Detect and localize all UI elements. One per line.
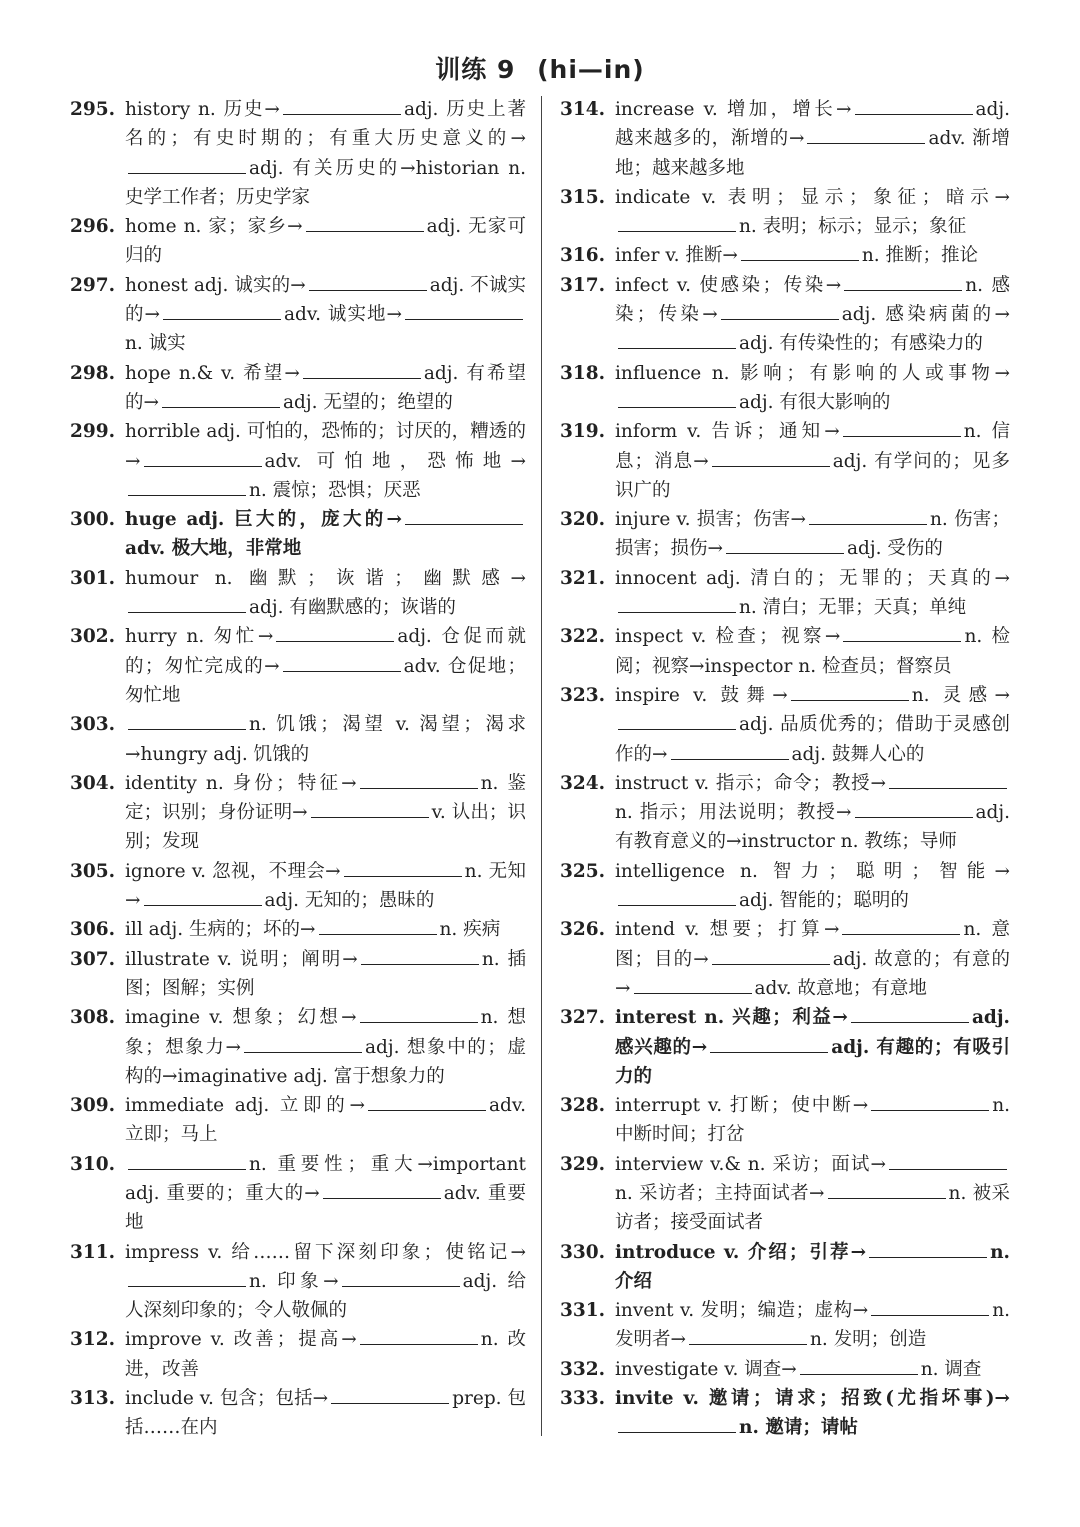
entry-number: 323. bbox=[560, 684, 606, 706]
entry-number: 312. bbox=[70, 1329, 116, 1351]
answer-blank[interactable] bbox=[618, 713, 736, 730]
answer-blank[interactable] bbox=[871, 1094, 989, 1111]
entry-text: n. 指示；用法说明；教授→ bbox=[615, 802, 852, 824]
answer-blank[interactable] bbox=[689, 1328, 807, 1345]
entry-text: adj. 鼓舞人心的 bbox=[791, 743, 925, 765]
answer-blank[interactable] bbox=[128, 479, 246, 496]
entry-text: n. 无知→ bbox=[125, 860, 526, 912]
answer-blank[interactable] bbox=[843, 625, 961, 642]
entry-text: adj. 有传染性的；有感染力的 bbox=[739, 333, 983, 355]
answer-blank[interactable] bbox=[344, 860, 462, 877]
entry-text: adj. 感染病菌的→ bbox=[841, 304, 1010, 326]
entry-text: adj. 有教育意义的→instructor n. 教练；导师 bbox=[615, 802, 1010, 853]
answer-blank[interactable] bbox=[618, 215, 736, 232]
entry-text: introduce v. 介绍；引荐→ bbox=[615, 1241, 867, 1263]
answer-blank[interactable] bbox=[791, 684, 909, 701]
entry-text: huge adj. 巨大的，庞大的→ bbox=[125, 509, 402, 531]
entry-text: n. 清白；无罪；天真；单纯 bbox=[739, 597, 967, 619]
answer-blank[interactable] bbox=[128, 1270, 246, 1287]
answer-blank[interactable] bbox=[855, 98, 973, 115]
answer-blank[interactable] bbox=[809, 508, 927, 525]
answer-blank[interactable] bbox=[128, 596, 246, 613]
entry-number: 295. bbox=[70, 99, 116, 120]
answer-blank[interactable] bbox=[323, 1182, 441, 1199]
vocab-entry bbox=[70, 1384, 526, 1443]
entry-text: hope n.& v. 希望→ bbox=[125, 362, 300, 384]
entry-number: 326. bbox=[560, 919, 606, 941]
answer-blank[interactable] bbox=[360, 1006, 478, 1023]
vocab-entry bbox=[70, 915, 526, 944]
answer-blank[interactable] bbox=[871, 1299, 989, 1316]
entry-text: adj. 越来越多的，渐增的→ bbox=[615, 99, 1010, 150]
entry-text: investigate v. 调查→ bbox=[615, 1358, 797, 1380]
entry-number: 315. bbox=[560, 186, 606, 208]
entry-number: 296. bbox=[70, 216, 116, 238]
vocab-entry bbox=[560, 1355, 1010, 1384]
answer-blank[interactable] bbox=[306, 215, 424, 232]
entry-text: humour n. 幽默；诙谐；幽默感→ bbox=[125, 567, 526, 589]
answer-blank[interactable] bbox=[618, 332, 736, 349]
entry-text: adj. 无知的；愚昧的 bbox=[264, 890, 435, 912]
vocab-entry bbox=[70, 857, 526, 916]
answer-blank[interactable] bbox=[405, 508, 523, 525]
answer-blank[interactable] bbox=[855, 801, 973, 818]
entry-text: infer v. 推断→ bbox=[615, 245, 738, 267]
answer-blank[interactable] bbox=[842, 918, 960, 935]
entry-text: adj. 有幽默感的；诙谐的 bbox=[249, 597, 456, 619]
entry-text: n. 推断；推论 bbox=[861, 245, 979, 267]
answer-blank[interactable] bbox=[163, 303, 281, 320]
entry-number: 301. bbox=[70, 567, 116, 589]
entry-text: hurry n. 匆忙→ bbox=[125, 626, 274, 648]
vocab-entry bbox=[560, 1150, 1010, 1238]
entry-text: v. 认出；识别；发现 bbox=[125, 802, 526, 853]
entry-text: impress v. 给……留下深刻印象；使铭记→ bbox=[125, 1241, 526, 1263]
answer-blank[interactable] bbox=[618, 889, 736, 906]
entry-number: 320. bbox=[560, 509, 606, 531]
entry-text: innocent adj. 清白的；无罪的；天真的→ bbox=[615, 567, 1010, 589]
vocab-entry bbox=[560, 359, 1010, 418]
answer-blank[interactable] bbox=[889, 772, 1007, 789]
entry-text: injure v. 损害；伤害→ bbox=[615, 509, 807, 531]
entry-text: ignore v. 忽视，不理会→ bbox=[125, 860, 341, 882]
entry-text: n. 疾病 bbox=[439, 919, 501, 941]
answer-blank[interactable] bbox=[244, 1036, 362, 1053]
entry-text: increase v. 增加，增长→ bbox=[615, 99, 852, 120]
entry-text: adj. 故意的；有意的→ bbox=[615, 948, 1010, 999]
entry-text: adj. 给人深刻印象的；令人敬佩的 bbox=[125, 1270, 526, 1322]
entry-number: 330. bbox=[560, 1241, 606, 1263]
entry-text: adj. 有学问的；见多识广的 bbox=[615, 450, 1010, 501]
vocab-entry bbox=[70, 564, 526, 623]
entry-number: 302. bbox=[70, 626, 116, 648]
entry-text: n. 发明；创造 bbox=[810, 1329, 927, 1351]
entry-text: n. 检阅；视察→inspector n. 检查员；督察员 bbox=[615, 626, 1010, 677]
entry-text: n. 伤害；损害；损伤→ bbox=[615, 509, 1010, 560]
vocab-entry bbox=[70, 1003, 526, 1091]
entry-text: n. 被采访者；接受面试者 bbox=[615, 1182, 1010, 1234]
entry-number: 299. bbox=[70, 421, 116, 443]
entry-text: interrupt v. 打断；使中断→ bbox=[615, 1095, 869, 1117]
vocab-entry bbox=[70, 417, 526, 505]
entry-text: adj. 历史上著名的；有史时期的；有重大历史意义的→ bbox=[125, 99, 526, 150]
entry-text: adj. 仓促而就的；匆忙完成的→ bbox=[125, 626, 526, 677]
entry-text: adv. 重要地 bbox=[125, 1182, 527, 1234]
answer-blank[interactable] bbox=[618, 391, 736, 408]
vocab-entry bbox=[70, 710, 526, 769]
entry-text: adj. 想象中的；虚构的→imaginative adj. 富于想象力的 bbox=[125, 1036, 526, 1087]
entry-text: n. 想象；想象力→ bbox=[125, 1007, 526, 1058]
vocab-entry bbox=[70, 769, 526, 857]
entry-text: n. 中断时间；打岔 bbox=[615, 1095, 1010, 1146]
answer-blank[interactable] bbox=[128, 1153, 246, 1170]
entry-text: n. 诚实 bbox=[125, 333, 186, 355]
entry-text: n. 震惊；恐惧；厌恶 bbox=[249, 479, 421, 501]
entry-text: ill adj. 生病的；坏的→ bbox=[125, 919, 316, 941]
entry-number: 329. bbox=[560, 1153, 606, 1175]
entry-text: inspect v. 检查；视察→ bbox=[615, 626, 841, 648]
entry-text: n. 感染；传染→ bbox=[615, 274, 1010, 326]
vocab-entry bbox=[560, 505, 1010, 564]
entry-text: improve v. 改善；提高→ bbox=[125, 1329, 357, 1351]
entry-number: 314. bbox=[560, 99, 606, 120]
answer-blank[interactable] bbox=[721, 303, 839, 320]
vocab-entry bbox=[560, 681, 1010, 769]
entry-number: 328. bbox=[560, 1095, 606, 1117]
entry-text: n. 采访者；主持面试者→ bbox=[615, 1182, 825, 1204]
vocab-entry bbox=[70, 1325, 526, 1384]
entry-number: 304. bbox=[70, 772, 116, 794]
answer-blank[interactable] bbox=[843, 420, 961, 437]
answer-blank[interactable] bbox=[712, 450, 830, 467]
vocab-entry bbox=[70, 505, 526, 564]
entry-number: 319. bbox=[560, 421, 606, 443]
entry-text: identity n. 身份；特征→ bbox=[125, 772, 357, 794]
entry-text: prep. 包括……在内 bbox=[125, 1388, 526, 1439]
vocab-entry bbox=[560, 241, 1010, 270]
entry-number: 297. bbox=[70, 274, 116, 296]
entry-text: adj. 有趣的；有吸引力的 bbox=[615, 1036, 1010, 1087]
answer-blank[interactable] bbox=[319, 918, 437, 935]
vocab-entry bbox=[70, 1091, 526, 1150]
entry-number: 331. bbox=[560, 1300, 606, 1322]
entry-text: n. 饥饿；渴望 v. 渴望；渴求→hungry adj. 饥饿的 bbox=[125, 714, 526, 765]
right-column bbox=[560, 95, 1010, 1443]
answer-blank[interactable] bbox=[671, 743, 789, 760]
vocab-entry bbox=[560, 95, 1010, 183]
entry-number: 333. bbox=[560, 1388, 606, 1410]
entry-number: 311. bbox=[70, 1241, 116, 1263]
answer-blank[interactable] bbox=[807, 127, 925, 144]
vocab-entry bbox=[70, 95, 526, 212]
answer-blank[interactable] bbox=[869, 1241, 987, 1258]
answer-blank[interactable] bbox=[618, 596, 736, 613]
entry-text: adj. 无家可归的 bbox=[125, 216, 526, 267]
entry-text: adv. 诚实地→ bbox=[284, 304, 402, 326]
entry-text: intend v. 想要；打算→ bbox=[615, 919, 840, 941]
page-title-range: (hi—in) bbox=[537, 55, 645, 84]
answer-blank[interactable] bbox=[309, 274, 427, 291]
entry-text: n. 介绍 bbox=[615, 1241, 1010, 1292]
entry-text: history n. 历史→ bbox=[125, 99, 280, 120]
vocab-entry bbox=[70, 359, 526, 418]
answer-blank[interactable] bbox=[405, 303, 523, 320]
entry-text: home n. 家；家乡→ bbox=[125, 216, 303, 238]
answer-blank[interactable] bbox=[618, 1416, 736, 1433]
vocab-entry bbox=[560, 183, 1010, 242]
vocab-entry bbox=[560, 1384, 1010, 1443]
entry-text: adj. 有关历史的→historian n. 史学工作者；历史学家 bbox=[125, 157, 526, 208]
entry-number: 317. bbox=[560, 274, 606, 296]
vocab-entry bbox=[560, 1296, 1010, 1355]
entry-text: adv. 仓促地；匆忙地 bbox=[125, 655, 526, 706]
answer-blank[interactable] bbox=[128, 157, 246, 174]
entry-text: n. 邀请；请帖 bbox=[739, 1417, 858, 1439]
answer-blank[interactable] bbox=[710, 1036, 828, 1053]
answer-blank[interactable] bbox=[368, 1094, 486, 1111]
vocab-entry bbox=[560, 271, 1010, 359]
answer-blank[interactable] bbox=[889, 1153, 1007, 1170]
answer-blank[interactable] bbox=[128, 713, 246, 730]
entry-text: n. 鉴定；识别；身份证明→ bbox=[125, 772, 526, 824]
entry-text: immediate adj. 立即的→ bbox=[125, 1095, 365, 1117]
answer-blank[interactable] bbox=[844, 274, 962, 291]
entry-text: adv. 渐增地；越来越多地 bbox=[615, 128, 1010, 179]
left-column bbox=[70, 95, 526, 1443]
entry-text: n. 调查 bbox=[920, 1358, 982, 1380]
entry-text: n. 灵感→ bbox=[911, 684, 1010, 706]
vocab-entry bbox=[560, 417, 1010, 505]
answer-blank[interactable] bbox=[342, 1270, 460, 1287]
answer-blank[interactable] bbox=[634, 977, 752, 994]
entry-text: n. 信息；消息→ bbox=[615, 421, 1010, 472]
entry-text: adj. 不诚实的→ bbox=[125, 274, 526, 326]
answer-blank[interactable] bbox=[360, 772, 478, 789]
vocab-entry bbox=[560, 915, 1010, 1003]
entry-text: indicate v. 表明；显示；象征；暗示→ bbox=[615, 186, 1010, 208]
entry-text: adv. 可怕地，恐怖地→ bbox=[264, 450, 526, 472]
entry-number: 310. bbox=[70, 1153, 116, 1175]
entry-number: 321. bbox=[560, 567, 606, 589]
vocab-entry bbox=[70, 1238, 526, 1326]
entry-text: adj. 有很大影响的 bbox=[739, 391, 891, 413]
answer-blank[interactable] bbox=[303, 362, 421, 379]
entry-number: 324. bbox=[560, 772, 606, 794]
entry-number: 308. bbox=[70, 1007, 116, 1029]
column-divider bbox=[541, 96, 542, 1436]
entry-text: adv. 立即；马上 bbox=[125, 1095, 526, 1146]
vocab-entry bbox=[70, 212, 526, 271]
vocab-entry bbox=[70, 271, 526, 359]
entry-text: invent v. 发明；编造；虚构→ bbox=[615, 1300, 869, 1322]
entry-number: 300. bbox=[70, 509, 116, 531]
answer-blank[interactable] bbox=[162, 391, 280, 408]
entry-text: influence n. 影响；有影响的人或事物→ bbox=[615, 362, 1010, 384]
answer-blank[interactable] bbox=[851, 1006, 969, 1023]
answer-blank[interactable] bbox=[283, 98, 401, 115]
entry-text: n. 插图；图解；实例 bbox=[125, 948, 526, 999]
entry-text: adj. 品质优秀的；借助于灵感创作的→ bbox=[615, 714, 1010, 765]
page-title-main: 训练 9 bbox=[435, 55, 516, 84]
entry-text: imagine v. 想象；幻想→ bbox=[125, 1007, 357, 1029]
entry-number: 305. bbox=[70, 860, 116, 882]
entry-number: 313. bbox=[70, 1388, 116, 1410]
entry-text: n. 重要性；重大→important adj. 重要的；重大的→ bbox=[125, 1153, 526, 1204]
entry-text: n. 发明者→ bbox=[615, 1300, 1010, 1351]
answer-blank[interactable] bbox=[360, 1328, 478, 1345]
vocab-entry bbox=[560, 1003, 1010, 1091]
answer-blank[interactable] bbox=[361, 948, 479, 965]
answer-blank[interactable] bbox=[712, 948, 830, 965]
answer-blank[interactable] bbox=[828, 1182, 946, 1199]
entry-text: n. 意图；目的→ bbox=[615, 919, 1010, 970]
entry-text: interview v.& n. 采访；面试→ bbox=[615, 1153, 886, 1175]
entry-text: honest adj. 诚实的→ bbox=[125, 274, 306, 296]
vocab-entry bbox=[70, 945, 526, 1004]
answer-blank[interactable] bbox=[144, 450, 262, 467]
entry-number: 303. bbox=[70, 714, 116, 736]
entry-text: invite v. 邀请；请求；招致(尤指坏事)→ bbox=[615, 1388, 1010, 1410]
entry-number: 322. bbox=[560, 626, 606, 648]
entry-text: intelligence n. 智力；聪明；智能→ bbox=[615, 860, 1010, 882]
answer-blank[interactable] bbox=[800, 1358, 918, 1375]
entry-text: instruct v. 指示；命令；教授→ bbox=[615, 772, 886, 794]
entry-text: adj. 有希望的→ bbox=[125, 362, 527, 413]
entry-number: 325. bbox=[560, 860, 606, 882]
answer-blank[interactable] bbox=[276, 625, 394, 642]
vocab-entry bbox=[560, 1091, 1010, 1150]
entry-text: horrible adj. 可怕的，恐怖的；讨厌的，糟透的→ bbox=[125, 421, 526, 472]
answer-blank[interactable] bbox=[144, 889, 262, 906]
vocab-entry bbox=[70, 1150, 526, 1238]
vocab-entry bbox=[70, 622, 526, 710]
entry-text: inform v. 告诉；通知→ bbox=[615, 421, 840, 443]
entry-text: n. 印象→ bbox=[249, 1270, 339, 1292]
entry-text: n. 表明；标示；显示；象征 bbox=[739, 216, 967, 238]
answer-blank[interactable] bbox=[283, 655, 401, 672]
entry-text: illustrate v. 说明；阐明→ bbox=[125, 948, 358, 970]
answer-blank[interactable] bbox=[331, 1387, 449, 1404]
entry-text: adj. 智能的；聪明的 bbox=[739, 890, 909, 912]
entry-number: 298. bbox=[70, 362, 116, 384]
entry-number: 332. bbox=[560, 1358, 606, 1380]
entry-number: 327. bbox=[560, 1007, 606, 1029]
entry-number: 306. bbox=[70, 919, 116, 941]
entry-text: adj. 感兴趣的→ bbox=[615, 1007, 1010, 1058]
entry-text: infect v. 使感染；传染→ bbox=[615, 274, 842, 296]
vocab-entry bbox=[560, 622, 1010, 681]
answer-blank[interactable] bbox=[726, 537, 844, 554]
vocab-entry bbox=[560, 1238, 1010, 1297]
entry-number: 318. bbox=[560, 362, 606, 384]
entry-text: adj. 受伤的 bbox=[847, 538, 943, 560]
answer-blank[interactable] bbox=[741, 244, 859, 261]
entry-number: 309. bbox=[70, 1095, 116, 1117]
page-title bbox=[0, 50, 1080, 86]
vocab-entry bbox=[560, 564, 1010, 623]
entry-text: adj. 无望的；绝望的 bbox=[283, 391, 453, 413]
entry-text: adv. 极大地，非常地 bbox=[125, 538, 302, 560]
entry-text: include v. 包含；包括→ bbox=[125, 1388, 329, 1410]
entry-number: 307. bbox=[70, 948, 116, 970]
entry-text: inspire v. 鼓舞→ bbox=[615, 684, 788, 706]
entry-text: adv. 故意地；有意地 bbox=[754, 977, 927, 999]
entry-text: n. 改进，改善 bbox=[125, 1329, 526, 1380]
answer-blank[interactable] bbox=[311, 801, 429, 818]
entry-number: 316. bbox=[560, 245, 606, 267]
vocab-entry bbox=[560, 769, 1010, 857]
entry-text: interest n. 兴趣；利益→ bbox=[615, 1007, 848, 1029]
vocab-entry bbox=[560, 857, 1010, 916]
